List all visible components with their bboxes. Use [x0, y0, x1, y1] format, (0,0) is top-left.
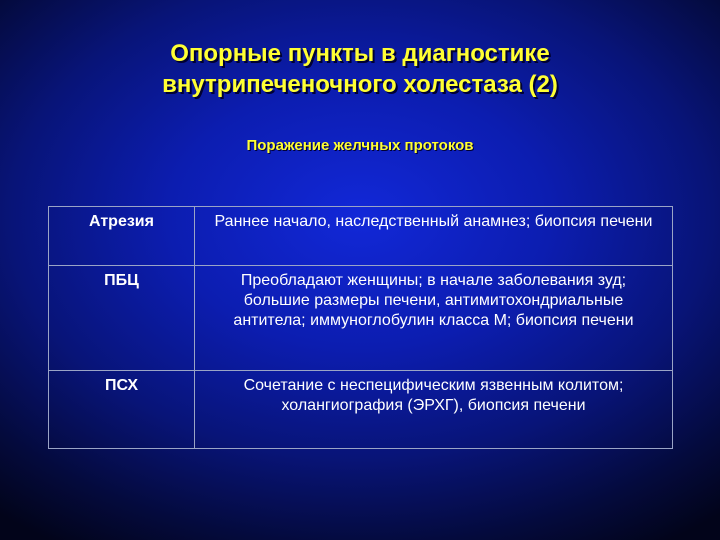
slide-title [0, 38, 720, 100]
slide-title-line-2: внутрипеченочного холестаза (2) [162, 71, 558, 98]
description-cell: Сочетание с неспецифическим язвенным колитом; холангиография (ЭРХГ), биопсия печени [195, 371, 673, 449]
term-cell: Атрезия [49, 207, 195, 266]
slide-subtitle: Поражение желчных протоков [246, 137, 474, 154]
description-cell: Преобладают женщины; в начале заболевания зуд; большие размеры печени, антимитохондриальные антитела; иммуноглобулин класса М; биопсия печени [195, 266, 673, 371]
term-cell: ПСХ [49, 371, 195, 449]
diagnostic-table [48, 206, 673, 449]
slide-title-line-1: Опорные пункты в диагностике [170, 40, 550, 67]
table-row [49, 266, 673, 371]
term-cell: ПБЦ [49, 266, 195, 371]
table-row [49, 207, 673, 266]
table-row [49, 371, 673, 449]
description-cell: Раннее начало, наследственный анамнез; биопсия печени [195, 207, 673, 266]
